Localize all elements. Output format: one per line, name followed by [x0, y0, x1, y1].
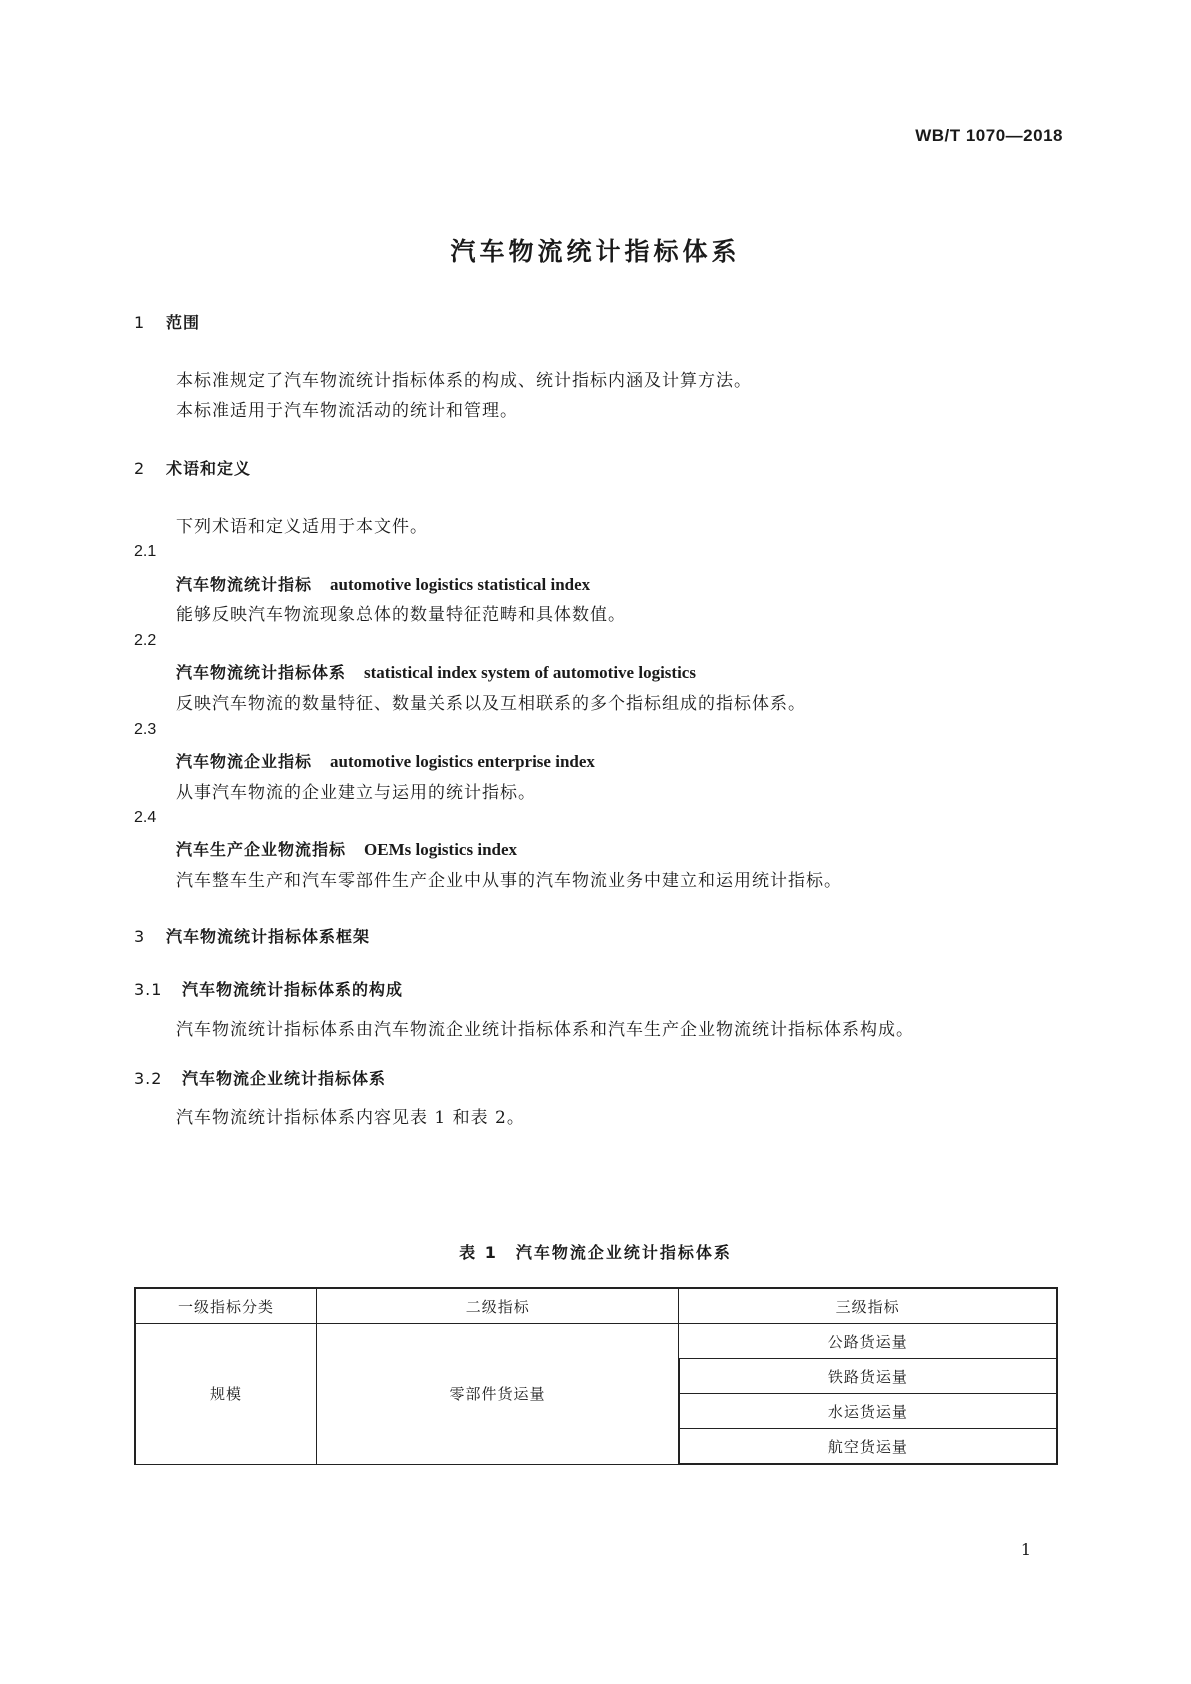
paragraph: 下列术语和定义适用于本文件。	[176, 517, 428, 537]
term-number: 2.4	[134, 809, 157, 826]
term-en: statistical index system of automotive logistics	[364, 663, 696, 682]
term-definition: 反映汽车物流的数量特征、数量关系以及互相联系的多个指标组成的指标体系。	[176, 694, 806, 714]
section-title: 术语和定义	[166, 459, 252, 478]
table-header-cell: 一级指标分类	[135, 1288, 317, 1324]
term-zh: 汽车物流统计指标体系	[176, 663, 347, 682]
subsection-3-2-heading	[134, 1066, 386, 1089]
term-zh: 汽车物流企业指标	[176, 752, 313, 771]
subsection-title: 汽车物流企业统计指标体系	[182, 1069, 387, 1088]
section-number: 2	[134, 459, 146, 478]
level2-cell: 零部件货运量	[317, 1324, 679, 1465]
term-definition: 能够反映汽车物流现象总体的数量特征范畴和具体数值。	[176, 605, 626, 625]
subsection-number: 3.2	[134, 1069, 163, 1088]
section-3-heading	[134, 924, 370, 947]
section-2-heading	[134, 456, 251, 479]
level1-cell: 规模	[135, 1324, 317, 1465]
term-definition: 从事汽车物流的企业建立与运用的统计指标。	[176, 783, 536, 803]
term-en: automotive logistics enterprise index	[330, 752, 595, 771]
term-number: 2.1	[134, 543, 157, 560]
table-header-row	[135, 1288, 1057, 1324]
level3-cell: 航空货运量	[679, 1429, 1057, 1465]
term-entry	[176, 660, 696, 683]
section-title: 汽车物流统计指标体系框架	[166, 927, 371, 946]
term-number: 2.2	[134, 632, 157, 649]
section-title: 范围	[166, 313, 201, 332]
term-entry	[176, 572, 590, 595]
level3-cell: 公路货运量	[679, 1324, 1057, 1359]
term-zh: 汽车物流统计指标	[176, 575, 313, 594]
level3-cell: 铁路货运量	[679, 1359, 1057, 1394]
section-number: 1	[134, 313, 146, 332]
standard-code: WB/T 1070—2018	[915, 126, 1063, 145]
subsection-number: 3.1	[134, 980, 163, 999]
paragraph: 本标准适用于汽车物流活动的统计和管理。	[176, 401, 518, 421]
level3-cell: 水运货运量	[679, 1394, 1057, 1429]
paragraph: 汽车物流统计指标体系内容见表 1 和表 2。	[176, 1108, 525, 1128]
table-row	[135, 1324, 1057, 1359]
table-caption: 表 1 汽车物流企业统计指标体系	[459, 1243, 732, 1262]
page-number: 1	[1020, 1540, 1031, 1559]
table-header-cell: 三级指标	[679, 1288, 1057, 1324]
subsection-3-1-heading	[134, 977, 403, 1000]
term-zh: 汽车生产企业物流指标	[176, 840, 347, 859]
term-en: automotive logistics statistical index	[330, 575, 591, 594]
term-entry	[176, 749, 595, 772]
paragraph: 本标准规定了汽车物流统计指标体系的构成、统计指标内涵及计算方法。	[176, 371, 752, 391]
section-1-heading	[134, 310, 200, 333]
term-number: 2.3	[134, 721, 157, 738]
subsection-title: 汽车物流统计指标体系的构成	[182, 980, 404, 999]
term-en: OEMs logistics index	[364, 840, 518, 859]
section-number: 3	[134, 927, 146, 946]
term-definition: 汽车整车生产和汽车零部件生产企业中从事的汽车物流业务中建立和运用统计指标。	[176, 871, 842, 891]
table-header-cell: 二级指标	[317, 1288, 679, 1324]
index-table	[134, 1287, 1058, 1465]
paragraph: 汽车物流统计指标体系由汽车物流企业统计指标体系和汽车生产企业物流统计指标体系构成。	[176, 1020, 914, 1040]
term-entry	[176, 837, 517, 860]
document-title: 汽车物流统计指标体系	[450, 237, 741, 266]
